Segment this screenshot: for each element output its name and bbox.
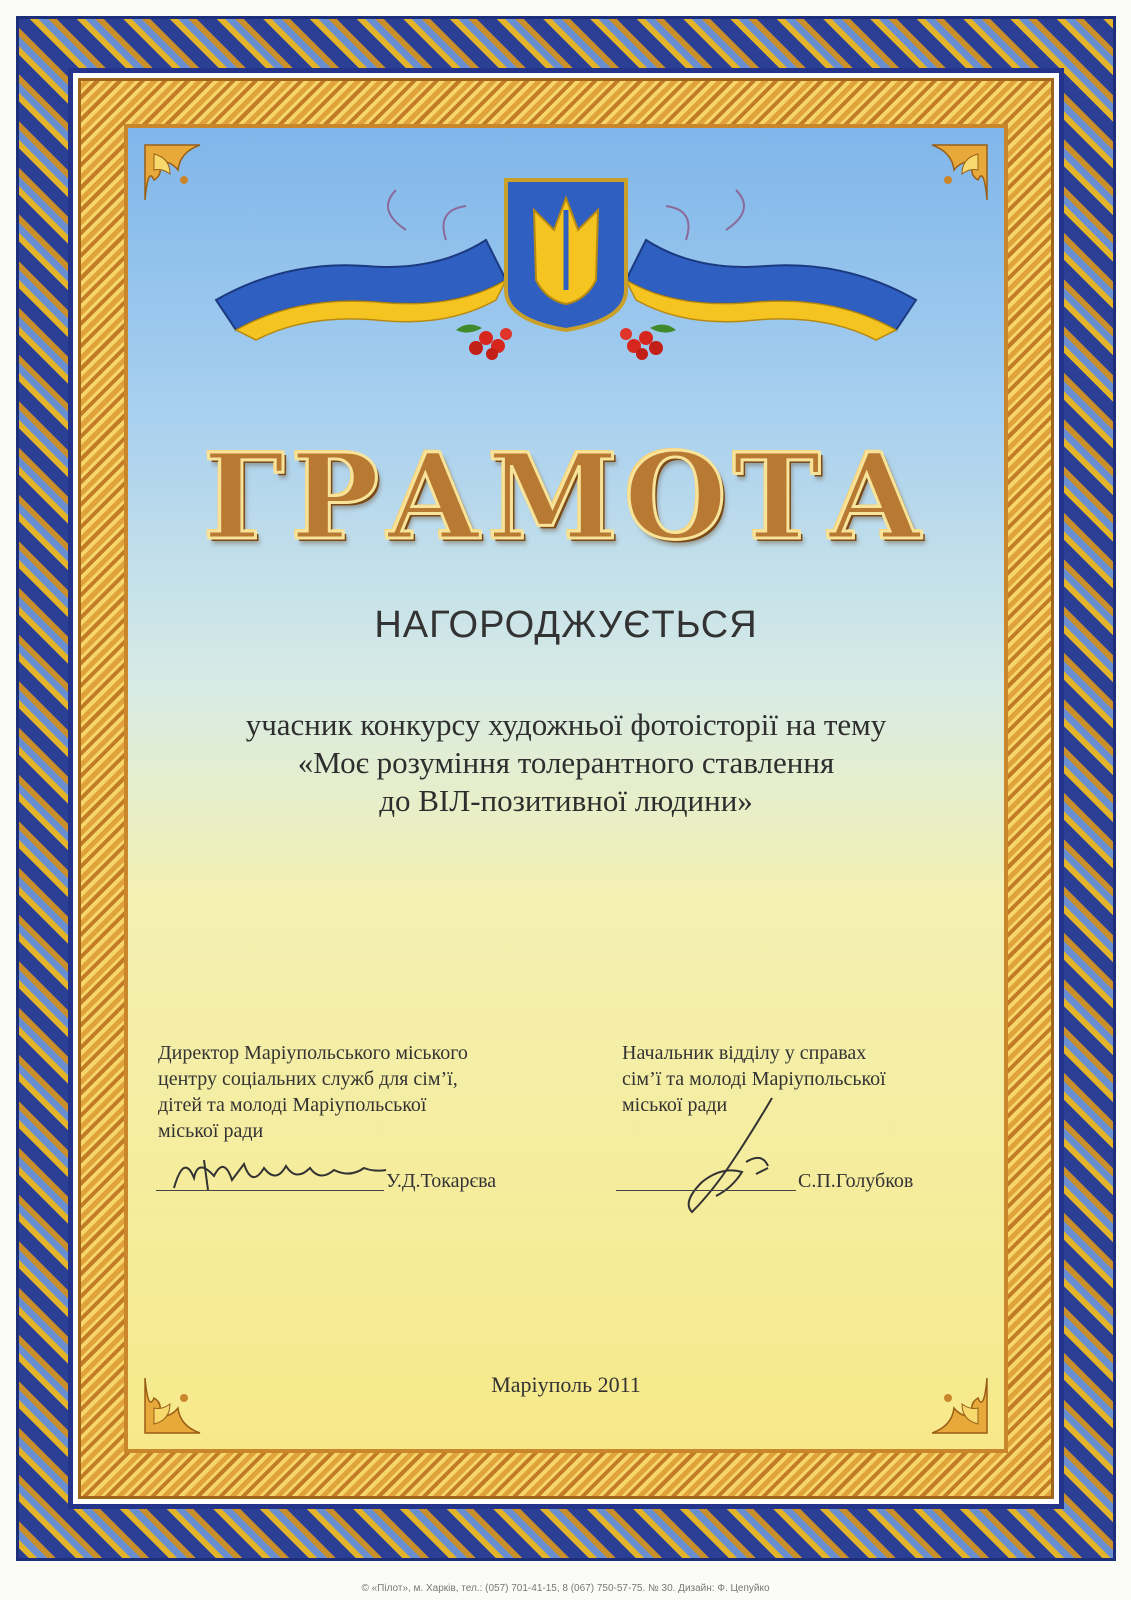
certificate-title: ГРАМОТА — [203, 427, 929, 566]
position-line: міської ради — [622, 1094, 728, 1116]
recipient-line: «Моє розуміння толерантного ставлення — [297, 745, 835, 780]
emblem — [206, 170, 926, 360]
position-line: міської ради — [158, 1120, 264, 1142]
position-line: дітей та молоді Маріупольської — [158, 1094, 427, 1116]
position-line: сім’ї та молоді Маріупольської — [622, 1068, 886, 1090]
position-line: Директор Маріупольського міського — [158, 1042, 468, 1064]
signatory-right-name: С.П.Голубков — [798, 1170, 914, 1192]
signatory-left-position — [158, 1040, 558, 1144]
printer-footer: © «Пілот», м. Харків, тел.: (057) 701-41-15, 8 (067) 750-57-75. № 30. Дизайн: Ф. Цепуйко — [361, 1583, 770, 1594]
signature-icon — [164, 1148, 394, 1196]
corner-ornament-icon — [140, 1358, 220, 1438]
corner-ornament-icon — [912, 1358, 992, 1438]
coat-of-arms-icon — [506, 180, 626, 330]
recipient-line: учасник конкурсу художньої фотоісторії на тему — [245, 707, 887, 742]
signature-line — [156, 1190, 384, 1191]
position-line: Начальник відділу у справах — [622, 1042, 867, 1064]
award-line: НАГОРОДЖУЄТЬСЯ — [374, 604, 758, 646]
signature-icon — [672, 1092, 792, 1222]
recipient-line: до ВІЛ-позитивної людини» — [379, 783, 753, 818]
signature-line — [616, 1190, 796, 1191]
position-line: центру соціальних служб для сім’ї, — [158, 1068, 458, 1090]
signatory-left-name: У.Д.Токарєва — [386, 1170, 497, 1192]
place-year: Маріуполь 2011 — [491, 1372, 641, 1397]
recipient-description — [124, 706, 1008, 820]
